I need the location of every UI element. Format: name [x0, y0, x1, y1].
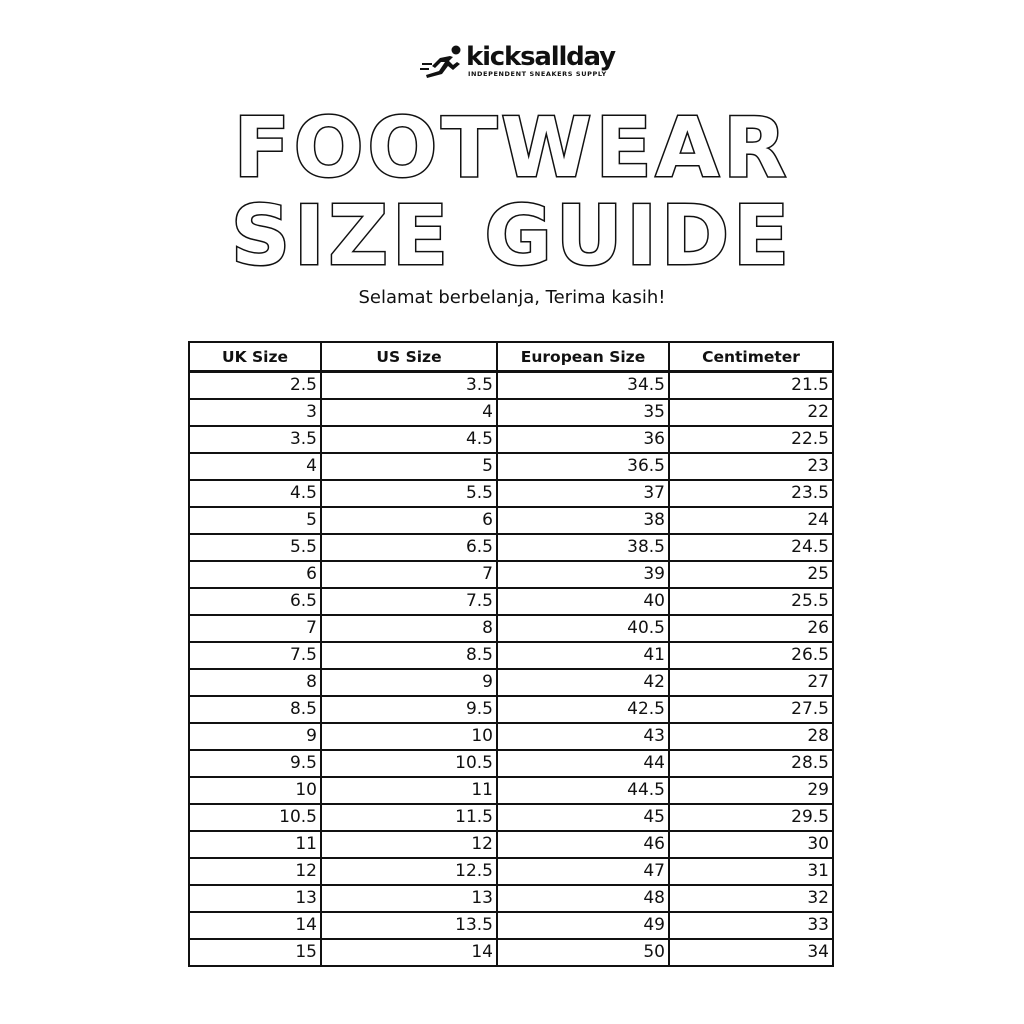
centimeter-cell: 27 — [669, 669, 833, 696]
table-row — [189, 426, 833, 453]
european-size-cell: 38 — [497, 507, 669, 534]
table-header-row — [189, 342, 833, 372]
table-row — [189, 804, 833, 831]
centimeter-cell: 25.5 — [669, 588, 833, 615]
uk-size-cell: 6 — [189, 561, 321, 588]
uk-size-cell: 9 — [189, 723, 321, 750]
us-size-cell: 9 — [321, 669, 497, 696]
uk-size-cell: 5.5 — [189, 534, 321, 561]
european-size-cell: 35 — [497, 399, 669, 426]
uk-size-cell: 7.5 — [189, 642, 321, 669]
uk-size-cell: 8.5 — [189, 696, 321, 723]
european-size-cell: 36 — [497, 426, 669, 453]
european-size-cell: 40 — [497, 588, 669, 615]
us-size-cell: 6.5 — [321, 534, 497, 561]
centimeter-cell: 29.5 — [669, 804, 833, 831]
centimeter-cell: 32 — [669, 885, 833, 912]
us-size-cell: 6 — [321, 507, 497, 534]
european-size-cell: 41 — [497, 642, 669, 669]
uk-size-cell: 8 — [189, 669, 321, 696]
centimeter-cell: 23 — [669, 453, 833, 480]
centimeter-cell: 29 — [669, 777, 833, 804]
table-body — [189, 372, 833, 967]
european-size-cell: 48 — [497, 885, 669, 912]
european-size-cell: 43 — [497, 723, 669, 750]
uk-size-cell: 4.5 — [189, 480, 321, 507]
uk-size-cell: 11 — [189, 831, 321, 858]
european-size-cell: 40.5 — [497, 615, 669, 642]
brand-name: kicksallday — [466, 42, 615, 72]
subtitle: Selamat berbelanja, Terima kasih! — [358, 287, 666, 308]
centimeter-cell: 33 — [669, 912, 833, 939]
table-row — [189, 561, 833, 588]
us-size-cell: 13.5 — [321, 912, 497, 939]
uk-size-cell: 7 — [189, 615, 321, 642]
header-centimeter: Centimeter — [669, 342, 833, 372]
centimeter-cell: 31 — [669, 858, 833, 885]
us-size-cell: 4 — [321, 399, 497, 426]
runner-icon — [420, 44, 464, 80]
european-size-cell: 37 — [497, 480, 669, 507]
centimeter-cell: 24 — [669, 507, 833, 534]
us-size-cell: 8 — [321, 615, 497, 642]
table-row — [189, 507, 833, 534]
european-size-cell: 46 — [497, 831, 669, 858]
us-size-cell: 11 — [321, 777, 497, 804]
table-row — [189, 777, 833, 804]
table-row — [189, 669, 833, 696]
european-size-cell: 34.5 — [497, 372, 669, 400]
us-size-cell: 7.5 — [321, 588, 497, 615]
table-row — [189, 696, 833, 723]
header-us-size: US Size — [321, 342, 497, 372]
uk-size-cell: 12 — [189, 858, 321, 885]
table-row — [189, 723, 833, 750]
uk-size-cell: 4 — [189, 453, 321, 480]
european-size-cell: 42.5 — [497, 696, 669, 723]
table-row — [189, 399, 833, 426]
brand-tagline: INDEPENDENT SNEAKERS SUPPLY — [468, 70, 607, 78]
us-size-cell: 8.5 — [321, 642, 497, 669]
european-size-cell: 45 — [497, 804, 669, 831]
brand-logo — [420, 42, 615, 82]
table-row — [189, 372, 833, 400]
table-row — [189, 750, 833, 777]
us-size-cell: 5 — [321, 453, 497, 480]
uk-size-cell: 6.5 — [189, 588, 321, 615]
european-size-cell: 36.5 — [497, 453, 669, 480]
centimeter-cell: 34 — [669, 939, 833, 966]
centimeter-cell: 24.5 — [669, 534, 833, 561]
us-size-cell: 9.5 — [321, 696, 497, 723]
european-size-cell: 39 — [497, 561, 669, 588]
centimeter-cell: 23.5 — [669, 480, 833, 507]
european-size-cell: 49 — [497, 912, 669, 939]
us-size-cell: 12.5 — [321, 858, 497, 885]
table-row — [189, 534, 833, 561]
table-row — [189, 588, 833, 615]
centimeter-cell: 26.5 — [669, 642, 833, 669]
table-row — [189, 831, 833, 858]
header-uk-size: UK Size — [189, 342, 321, 372]
uk-size-cell: 3 — [189, 399, 321, 426]
uk-size-cell: 9.5 — [189, 750, 321, 777]
size-table — [188, 341, 834, 967]
us-size-cell: 4.5 — [321, 426, 497, 453]
centimeter-cell: 26 — [669, 615, 833, 642]
centimeter-cell: 28.5 — [669, 750, 833, 777]
table-row — [189, 939, 833, 966]
centimeter-cell: 27.5 — [669, 696, 833, 723]
uk-size-cell: 3.5 — [189, 426, 321, 453]
centimeter-cell: 22 — [669, 399, 833, 426]
table-row — [189, 480, 833, 507]
european-size-cell: 42 — [497, 669, 669, 696]
uk-size-cell: 5 — [189, 507, 321, 534]
us-size-cell: 12 — [321, 831, 497, 858]
table-row — [189, 912, 833, 939]
us-size-cell: 7 — [321, 561, 497, 588]
us-size-cell: 10 — [321, 723, 497, 750]
centimeter-cell: 22.5 — [669, 426, 833, 453]
us-size-cell: 13 — [321, 885, 497, 912]
european-size-cell: 44.5 — [497, 777, 669, 804]
table-row — [189, 642, 833, 669]
page-title-line-1: FOOTWEAR — [233, 101, 791, 196]
centimeter-cell: 21.5 — [669, 372, 833, 400]
header-european-size: European Size — [497, 342, 669, 372]
table-row — [189, 858, 833, 885]
uk-size-cell: 15 — [189, 939, 321, 966]
uk-size-cell: 10 — [189, 777, 321, 804]
us-size-cell: 14 — [321, 939, 497, 966]
centimeter-cell: 25 — [669, 561, 833, 588]
page-title-line-2: SIZE GUIDE — [230, 189, 794, 284]
european-size-cell: 38.5 — [497, 534, 669, 561]
us-size-cell: 10.5 — [321, 750, 497, 777]
us-size-cell: 3.5 — [321, 372, 497, 400]
uk-size-cell: 13 — [189, 885, 321, 912]
table-row — [189, 615, 833, 642]
table-row — [189, 453, 833, 480]
table-row — [189, 885, 833, 912]
centimeter-cell: 28 — [669, 723, 833, 750]
us-size-cell: 5.5 — [321, 480, 497, 507]
uk-size-cell: 14 — [189, 912, 321, 939]
european-size-cell: 44 — [497, 750, 669, 777]
european-size-cell: 50 — [497, 939, 669, 966]
uk-size-cell: 2.5 — [189, 372, 321, 400]
us-size-cell: 11.5 — [321, 804, 497, 831]
european-size-cell: 47 — [497, 858, 669, 885]
centimeter-cell: 30 — [669, 831, 833, 858]
uk-size-cell: 10.5 — [189, 804, 321, 831]
